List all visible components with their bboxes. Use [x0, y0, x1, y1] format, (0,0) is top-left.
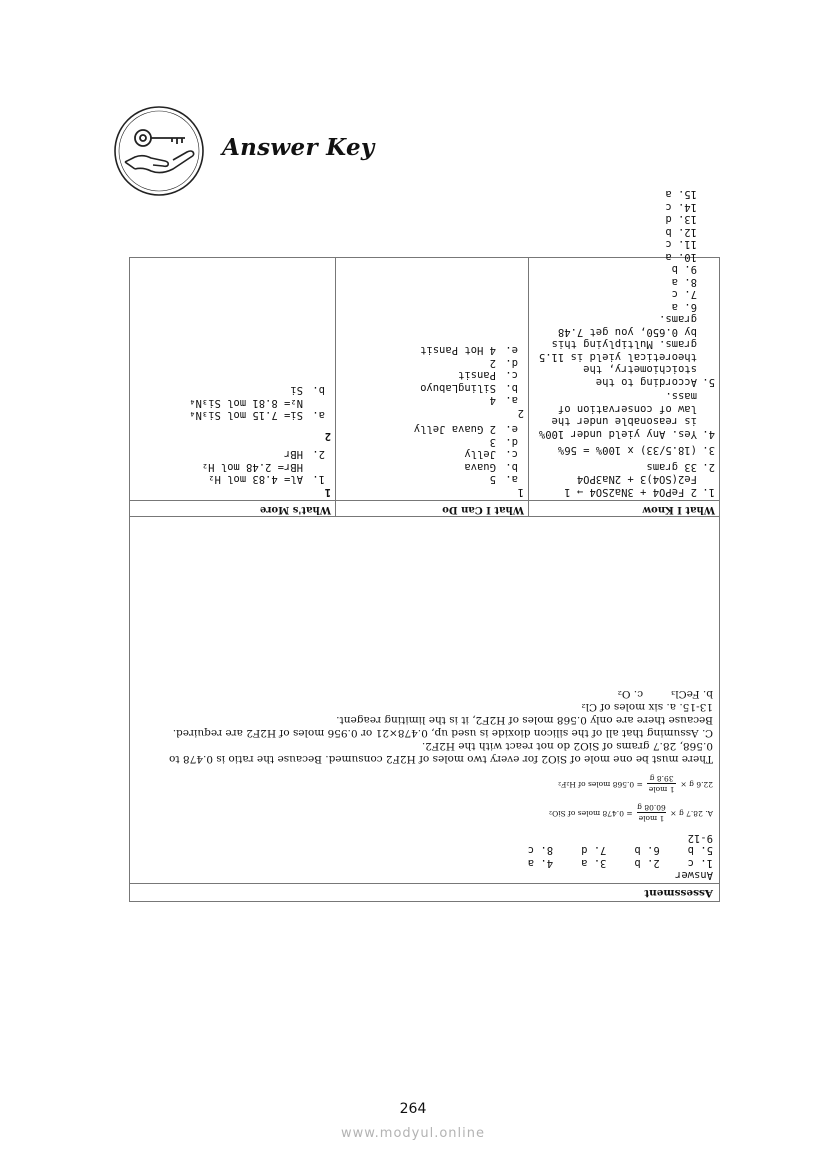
more-2-item-b-text: Si [290, 384, 303, 397]
answer-2: 2. b [634, 857, 660, 869]
header-whats-more: What's More [130, 500, 335, 516]
know-items-6-15 [533, 188, 715, 313]
cando-set-1-label: 1 [517, 486, 524, 498]
range-9-12: 9-12 [687, 832, 713, 844]
more-1-item-1 [134, 461, 331, 486]
cando-2a-letter: a. [505, 394, 518, 407]
cando-1e-letter: e. [505, 423, 518, 436]
watermark: www.modyul.online [340, 1126, 486, 1141]
know-item-13: 13. d [665, 213, 697, 226]
cando-1e-text: 2 Guava Jelly [413, 423, 496, 436]
cando-2e-text: 4 Hot Pansit [420, 344, 496, 357]
more-al-moles: Al= 4.83 mol H₂ [208, 473, 303, 486]
know-item-5-text: According to the stoichiometry, the theoretical yield is 11.5 grams. Multiplying this by 0.650, you get 7.48 grams. [538, 313, 697, 388]
know-item-3-number: 3. [702, 444, 715, 457]
cando-set-2-label: 2 [517, 407, 524, 419]
cando-2d-text: 2 [489, 357, 496, 369]
know-item-4-number: 4. [702, 428, 715, 440]
cando-2d [340, 357, 524, 370]
know-item-4-text: Yes. Any yield under 100% is reasonable under the law of conservation of mass. [538, 390, 697, 440]
paragraph-limiting-reagent: C. Assuming that all of the silicon dioxide is used up, 0.478×21 or 0.956 moles of H2F2 are required. Because there are only 0.568 moles of H2F2, it is the limiting reagent. [172, 714, 713, 740]
answer-c-o2: c. O₂ [617, 688, 644, 701]
answer-table [130, 188, 719, 516]
cando-1c-text: Jelly [464, 448, 496, 461]
equation-a-left: A. 28.7 g × [670, 809, 713, 818]
know-item-5 [533, 313, 715, 388]
answer-b-fecl3: b. FeCl₃ [671, 688, 713, 701]
cando-1b-text: Guava [464, 461, 496, 473]
cando-1d-letter: d. [505, 436, 518, 448]
answer-7: 7. d [581, 844, 607, 857]
know-item-1-number: 1. [702, 486, 715, 498]
cando-1d-text: 3 [489, 436, 496, 448]
column-what-i-know [528, 188, 719, 516]
cando-1a-letter: a. [505, 473, 518, 486]
know-item-3 [533, 444, 715, 457]
cando-1b-letter: b. [505, 461, 518, 473]
know-item-5-number: 5. [702, 376, 715, 388]
answer-4: 4. a [527, 857, 554, 869]
cando-2c-text: Pansit [458, 369, 496, 382]
cando-2e-letter: e. [505, 344, 518, 357]
cando-2b [340, 382, 524, 395]
know-item-2 [533, 461, 715, 474]
answer-key-box [129, 188, 720, 902]
answer-1: 1. c [687, 857, 713, 869]
know-item-14: 14. c [665, 201, 697, 213]
equation-b-fraction [647, 774, 677, 795]
know-item-6: 6. a [671, 301, 697, 313]
assessment-section [130, 517, 719, 901]
know-item-10: 10. a [665, 251, 697, 263]
page-number: 264 [399, 1101, 427, 1117]
know-item-1 [533, 473, 715, 498]
know-item-2-text: 33 grams [646, 461, 697, 473]
answer-key-logo [113, 105, 205, 197]
answer-3: 3. a [581, 857, 607, 869]
cando-2b-text: SilingLabuyo [420, 382, 496, 394]
know-item-15: 15. a [665, 188, 697, 201]
know-item-11: 11. c [665, 238, 697, 251]
header-what-i-can-do: What I Can Do [336, 500, 528, 516]
section-divider [130, 516, 719, 517]
more-set-2-label: 2 [324, 430, 331, 442]
cando-1a-text: 5 [489, 473, 496, 486]
cando-2a [340, 394, 524, 407]
more-2-item-b-letter: b. [312, 384, 325, 397]
paragraph-ratio: There must be one mole of SiO2 for every two moles of H2F2 consumed. Because the ratio is 0.478 to 0.568, 28.7 grams of SiO2 do not react with the H2F2. [169, 740, 713, 766]
cando-2c-letter: c. [505, 369, 518, 382]
equation-b [136, 774, 713, 795]
rotated-content [130, 188, 719, 901]
equation-b-denominator: 39.8 g [649, 774, 674, 784]
more-1-item-2-number: 2. [312, 448, 325, 461]
more-n2-moles: N₂= 8.81 mol Si₃N₄ [189, 397, 303, 409]
equation-b-numerator: 1 mole [648, 785, 675, 795]
more-2-item-a [134, 397, 331, 422]
cando-2c [340, 369, 524, 382]
equation-a-right: = 0.478 moles of SiO₂ [549, 809, 633, 818]
cando-2b-letter: b. [505, 382, 518, 394]
equation-b-left: 22.6 g × [680, 780, 713, 789]
more-1-item-2-text: HBr [284, 448, 303, 461]
answer-13-15-more [136, 688, 713, 701]
answer-6: 6. b [634, 844, 660, 857]
answers-row-2 [136, 844, 713, 857]
equation-b-right: = 0.568 moles of H₂F₂ [558, 780, 643, 789]
more-1-item-2 [134, 448, 331, 461]
know-item-7: 7. c [671, 288, 697, 301]
more-hbr-moles: HBr= 2.48 mol H₂ [201, 461, 303, 473]
cando-1d [340, 436, 524, 449]
more-set-1-label: 1 [324, 486, 331, 498]
equation-a-fraction [637, 803, 667, 824]
know-item-2-number: 2. [702, 461, 715, 473]
assessment-heading: Assessment [130, 884, 719, 902]
know-item-4 [533, 390, 715, 440]
cando-2d-letter: d. [505, 357, 518, 369]
cando-1b [340, 461, 524, 474]
know-item-9: 9. b [671, 263, 697, 276]
answer-8: 8. c [527, 844, 554, 857]
know-item-1-text: 2 FePO4 + 3Na2SO4 → 1 Fe2(SO4)3 + 2Na3PO4 [564, 473, 697, 498]
cando-2a-text: 4 [489, 394, 496, 407]
equation-a-numerator: 1 mole [638, 814, 665, 824]
answer-13-15: 13-15. a. six moles of Cl₂ [581, 701, 713, 714]
equation-a [136, 803, 713, 824]
more-si-moles: Si= 7.15 mol Si₃N₄ [189, 409, 303, 422]
cando-1e [340, 423, 524, 436]
cando-1c-letter: c. [505, 448, 518, 461]
more-2-item-b [134, 384, 331, 397]
know-item-12: 12. b [665, 226, 697, 238]
cando-1c [340, 448, 524, 461]
more-2-item-a-letter: a. [312, 409, 325, 422]
column-whats-more [130, 258, 335, 516]
know-item-3-text: (18.5/33) x 100% = 56% [557, 444, 697, 457]
header-what-i-know: What I Know [529, 500, 719, 516]
page-title: Answer Key [222, 134, 375, 161]
cando-1a [340, 473, 524, 486]
equation-a-denominator: 60.08 g [637, 803, 666, 813]
cando-2e [340, 344, 524, 357]
answers-row-1 [136, 857, 713, 870]
column-what-i-can-do [335, 258, 528, 516]
answer-label: Answer [675, 869, 713, 882]
more-1-item-1-number: 1. [312, 473, 325, 486]
know-item-8: 8. a [671, 276, 697, 288]
answer-5: 5. b [687, 844, 713, 857]
